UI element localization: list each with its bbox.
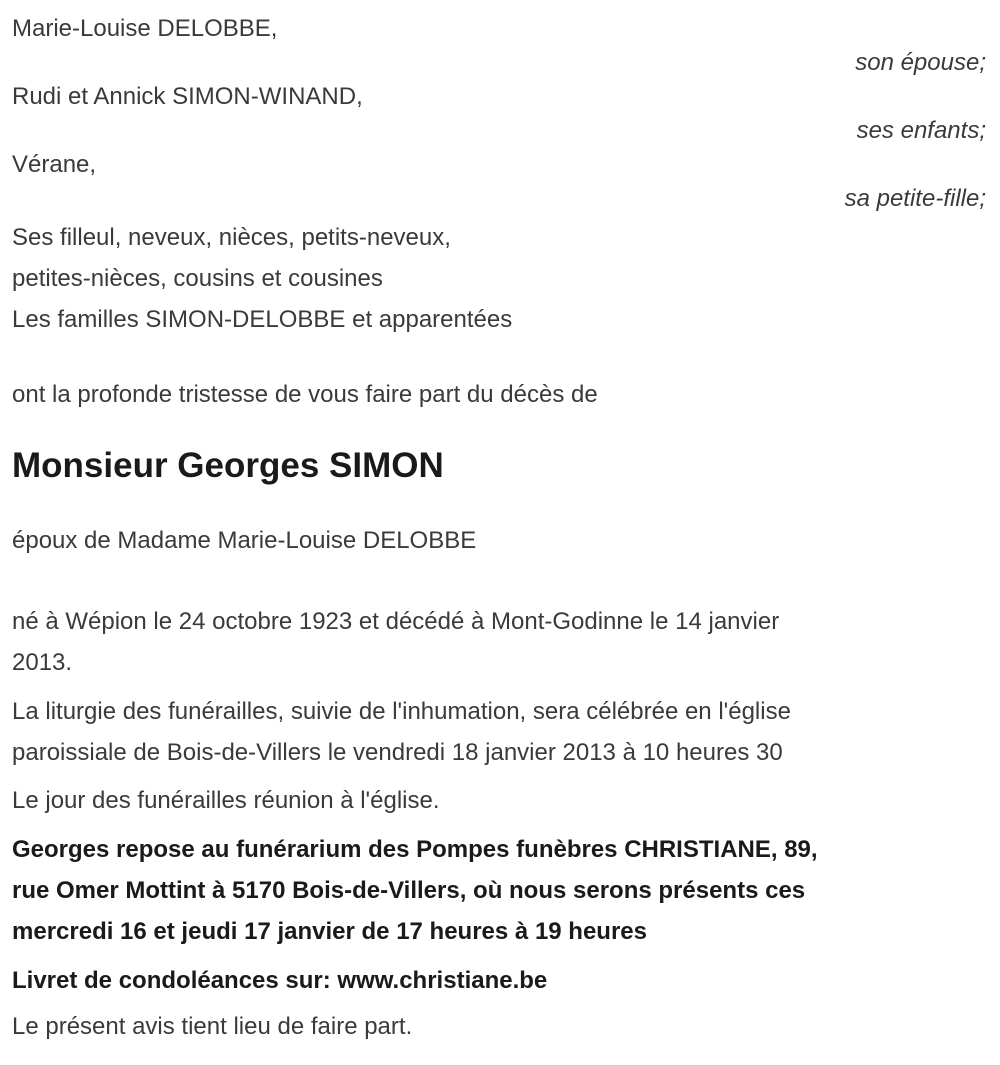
ceremony-line: paroissiale de Bois-de-Villers le vendredi 18 janvier 2013 à 10 heures 30: [12, 738, 783, 766]
relative-name: Marie-Louise DELOBBE,: [12, 15, 278, 42]
ceremony-block: [12, 692, 986, 774]
relative-relation: ses enfants;: [856, 117, 986, 145]
family-line: Les familles SIMON-DELOBBE et apparentées: [12, 306, 513, 334]
funeral-home-line: Georges repose au funérarium des Pompes funèbres CHRISTIANE, 89,: [12, 836, 818, 864]
relative-row: [12, 80, 986, 148]
relative-relation: son épouse;: [855, 49, 986, 77]
closing-line: Le présent avis tient lieu de faire part.: [12, 1013, 413, 1041]
relatives-section: [12, 12, 986, 216]
ceremony-line: La liturgie des funérailles, suivie de l'inhumation, sera célébrée en l'église: [12, 697, 791, 725]
funeral-home-line: rue Omer Mottint à 5170 Bois-de-Villers, où nous serons présents ces: [12, 876, 806, 904]
birth-death-line: 2013.: [12, 649, 73, 676]
birth-death-block: [12, 602, 986, 684]
condolences-line: Livret de condoléances sur: www.christiane.be: [12, 966, 548, 994]
relative-relation: sa petite-fille;: [844, 185, 986, 213]
relative-row: [12, 12, 986, 80]
relative-name: Vérane,: [12, 151, 97, 179]
relative-name: Rudi et Annick SIMON-WINAND,: [12, 83, 363, 111]
family-line: petites-nièces, cousins et cousines: [12, 265, 383, 293]
funeral-home-block: [12, 830, 986, 952]
family-block: [12, 218, 986, 340]
family-line: Ses filleul, neveux, nièces, petits-neveux,: [12, 224, 451, 252]
funeral-home-line: mercredi 16 et jeudi 17 janvier de 17 heures à 19 heures: [12, 917, 648, 945]
announcement-line: ont la profonde tristesse de vous faire part du décès de: [12, 380, 598, 408]
birth-death-line: né à Wépion le 24 octobre 1923 et décédé à Mont-Godinne le 14 janvier: [12, 608, 780, 636]
spouse-line: époux de Madame Marie-Louise DELOBBE: [12, 527, 477, 555]
relative-row: [12, 148, 986, 216]
deceased-name-title: Monsieur Georges SIMON: [12, 445, 444, 485]
meeting-line: Le jour des funérailles réunion à l'église.: [12, 787, 440, 815]
